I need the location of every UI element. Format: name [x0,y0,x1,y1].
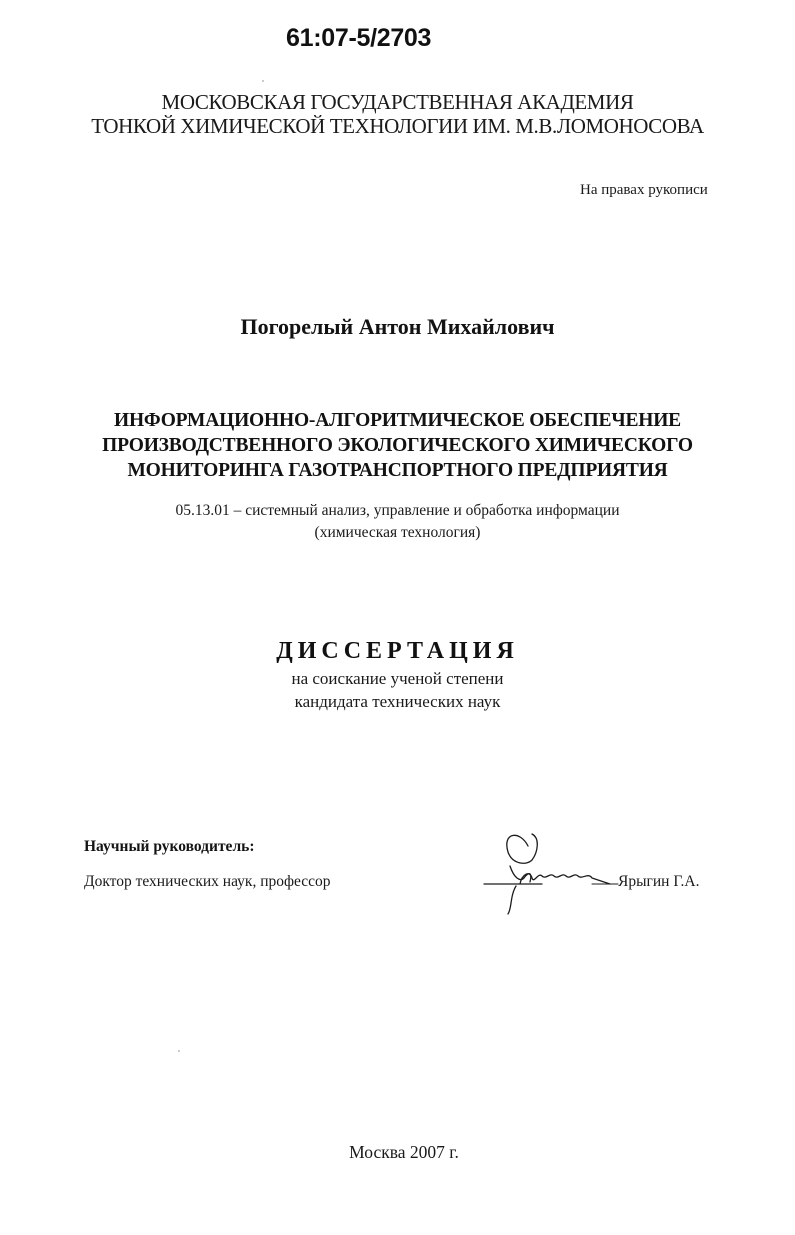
supervisor-label: Научный руководитель: [84,838,255,855]
thesis-title-line-2: ПРОИЗВОДСТВЕННОГО ЭКОЛОГИЧЕСКОГО ХИМИЧЕСКОГО [102,435,693,456]
supervisor-name: Ярыгин Г.А. [618,873,700,890]
author-name: Погорелый Антон Михайлович [240,314,555,339]
scan-speck [262,80,264,82]
manuscript-rights-note: На правах рукописи [580,182,708,198]
institution-line-1: МОСКОВСКАЯ ГОСУДАРСТВЕННАЯ АКАДЕМИЯ [161,90,634,114]
place-and-year: Москва 2007 г. [349,1142,459,1162]
document-type-heading: ДИССЕРТАЦИЯ [276,638,519,664]
supervisor-signature [480,822,620,917]
scan-speck [178,1050,180,1052]
supervisor-title: Доктор технических наук, профессор [84,873,331,890]
specialty-code-line: 05.13.01 – системный анализ, управление и обработка информации [175,502,620,519]
degree-line-2: кандидата технических наук [294,692,501,711]
thesis-title-line-3: МОНИТОРИНГА ГАЗОТРАНСПОРТНОГО ПРЕДПРИЯТИЯ [127,460,668,481]
institution-line-2: ТОНКОЙ ХИМИЧЕСКОЙ ТЕХНОЛОГИИ ИМ. М.В.ЛОМОНОСОВА [91,114,704,138]
thesis-title-line-1: ИНФОРМАЦИОННО-АЛГОРИТМИЧЕСКОЕ ОБЕСПЕЧЕНИЕ [113,410,681,431]
archive-code: 61:07-5/2703 [286,24,432,52]
specialty-field-line: (химическая технология) [314,524,481,541]
degree-line-1: на соискание ученой степени [291,669,504,688]
